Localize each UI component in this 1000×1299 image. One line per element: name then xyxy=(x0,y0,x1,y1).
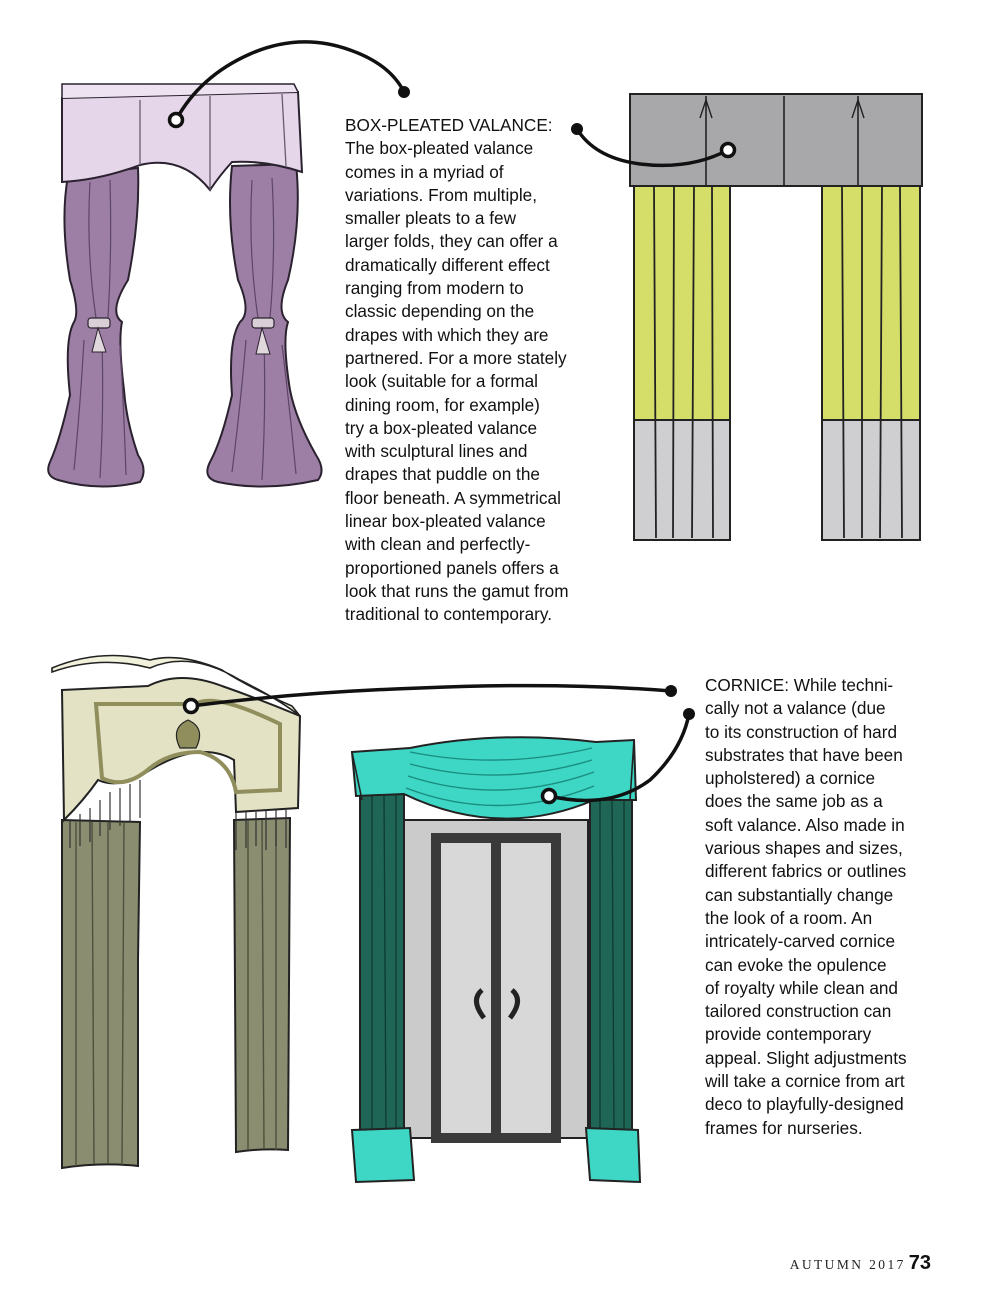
box-pleated-valance-text: BOX-PLEATED VALANCE: The box-pleated valance comes in a myriad of variations. From multiple, smaller pleats to a few larger folds, they can offer a dramatically different effect ranging from modern to classic depending on the drapes with which they are partnered. For a more stately look (suitable for a formal dining room, for example) try a box-pleated valance with sculptural lines and drapes that puddle on the floor beneath. A symmetrical linear box-pleated valance with clean and perfectly- proportioned panels offers a look that runs the gamut from traditional to contemporary. xyxy=(345,115,569,625)
lime-panel-left xyxy=(634,184,730,540)
carved-cornice-illustration xyxy=(52,656,300,1169)
page-footer xyxy=(790,1252,931,1275)
lime-panel-right xyxy=(822,184,920,540)
page-number: 73 xyxy=(908,1252,931,1274)
purple-drape-left xyxy=(48,168,143,487)
gray-valance xyxy=(630,94,922,186)
teal-drape-right xyxy=(586,790,640,1182)
gray-valance-illustration xyxy=(630,94,922,540)
purple-drape-right xyxy=(207,164,321,487)
lavender-valance-illustration xyxy=(48,84,321,487)
olive-drape-left xyxy=(62,820,140,1168)
cornice-text: CORNICE: While techni- cally not a valance (due to its construction of hard substrates that have been upholstered) a cornice does the same job as a soft valance. Also made in various shapes and sizes, different fabrics or outlines can substantially change the look of a room. An intricately-carved cornice can evoke the opulence of royalty while clean and tailored construction can provide contemporary appeal. Slight adjustments will take a cornice from art deco to playfully-designed frames for nurseries. xyxy=(705,675,907,1138)
issue-label: AUTUMN 2017 xyxy=(789,1257,906,1272)
teal-drape-left xyxy=(352,790,414,1182)
aqua-cornice-illustration xyxy=(352,737,640,1182)
olive-drape-right xyxy=(234,818,290,1152)
